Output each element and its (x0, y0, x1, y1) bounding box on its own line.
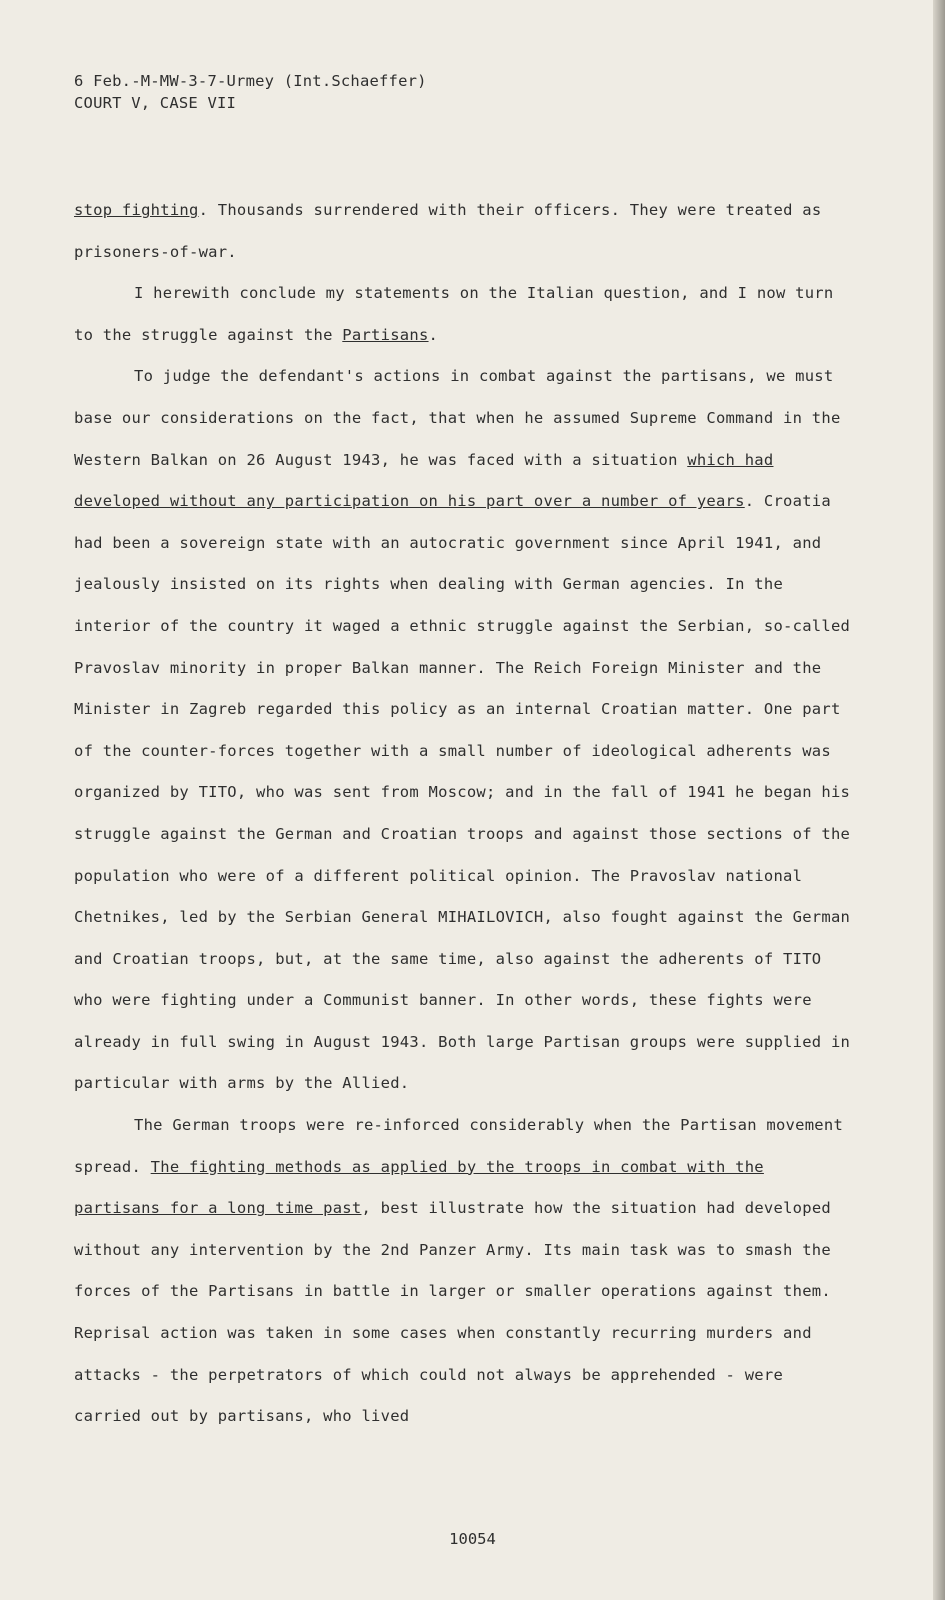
header-line-2: COURT V, CASE VII (74, 94, 237, 112)
document-header (74, 70, 854, 114)
page-number: 10054 (449, 1530, 496, 1548)
underlined-phrase: which had developed without any participation on his part over a number of years (74, 450, 774, 511)
paragraph-3 (74, 356, 854, 1105)
paragraph-text: I herewith conclude my statements on the Italian question, and I now turn to the struggle against the (74, 284, 834, 344)
document-body (74, 70, 854, 1438)
transcript-text (74, 190, 854, 1438)
paragraph-text: To judge the defendant's actions in combat against the partisans, we must base our considerations on the fact, that when he assumed Supreme Command in the Western Balkan on 26 August 1943, he was faced with a situation (74, 367, 841, 469)
underlined-phrase: Partisans (342, 325, 429, 344)
paragraph-text: . Thousands surrendered with their officers. They were treated as prisoners-of-war. (74, 201, 822, 261)
underlined-phrase: The fighting methods as applied by the troops in combat with the partisans for a long time past (74, 1157, 764, 1218)
header-line-1: 6 Feb.-M-MW-3-7-Urmey (Int.Schaeffer) (74, 72, 427, 90)
paragraph-2 (74, 273, 854, 356)
paragraph-text: , best illustrate how the situation had developed without any intervention by the 2nd Panzer Army. Its main task was to smash the forces of the Partisans in battle in larger or smaller operations against them. Reprisal action was taken in some cases when constantly recurring murders and attacks - the perpetrators of which could not always be apprehended - were carried out by partisans, who lived (74, 1199, 831, 1426)
underlined-phrase: stop fighting (74, 201, 199, 219)
paragraph-1 (74, 190, 854, 273)
paragraph-text: . (428, 325, 439, 344)
paragraph-text: . Croatia had been a sovereign state with an autocratic government since April 1941, and jealously insisted on its rights when dealing with German agencies. In the interior of the country it waged a ethnic struggle against the Serbian, so-called Pravoslav minority in proper Balkan manner. The Reich Foreign Minister and the Minister in Zagreb regarded this policy as an internal Croatian matter. One part of the counter-forces together with a small number of ideological adherents was organized by TITO, who was sent from Moscow; and in the fall of 1941 he began his struggle against the German and Croatian troops and against those sections of the population who were of a different political opinion. The Pravoslav national Chetnikes, led by the Serbian General MIHAILOVICH, also fought against the German and Croatian troops, but, at the same time, also against the adherents of TITO who were fighting under a Communist banner. In other words, these fights were already in full swing in August 1943. Both large Partisan groups were supplied in particular with arms by the Allied. (74, 492, 851, 1093)
paragraph-text: The German troops were re-inforced considerably when the Partisan movement spread. (74, 1116, 844, 1176)
paragraph-4 (74, 1105, 854, 1438)
page-edge (933, 0, 945, 1600)
